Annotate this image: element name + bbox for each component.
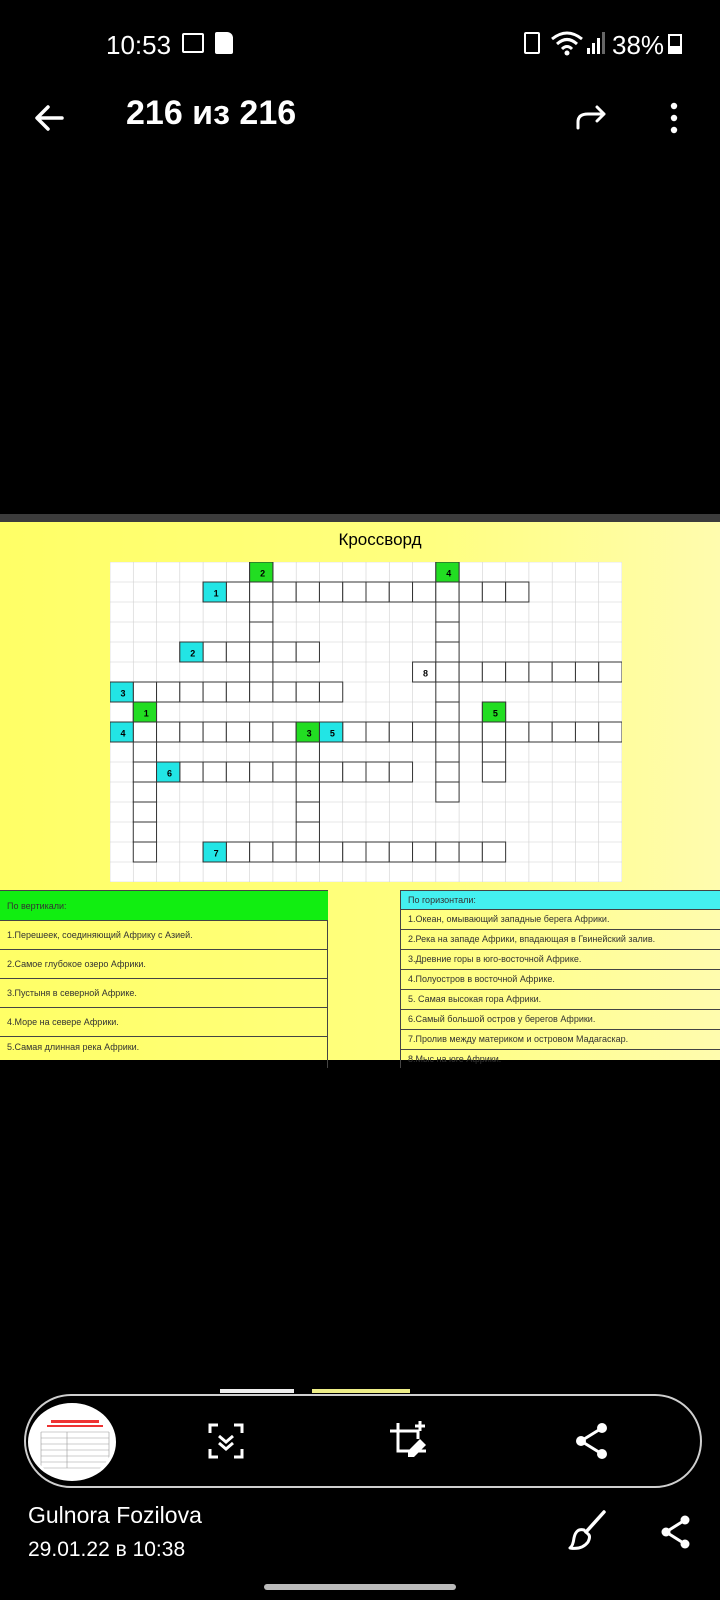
grid-cell	[273, 842, 296, 862]
cell-number: 2	[260, 568, 266, 579]
grid-cell	[296, 682, 319, 702]
grid-cell	[250, 682, 273, 702]
wifi-icon	[550, 30, 584, 56]
photo-view[interactable]	[0, 514, 720, 1064]
grid-cell	[133, 722, 156, 742]
grid-cell	[413, 842, 436, 862]
status-bar	[0, 0, 720, 88]
grid-cell	[250, 722, 273, 742]
cell-number: 5	[329, 728, 335, 739]
vertical-clues-table	[0, 890, 328, 1068]
grid-cell	[482, 722, 505, 742]
grid-cell	[226, 722, 249, 742]
grid-cell	[482, 762, 505, 782]
grid-cell	[459, 582, 482, 602]
home-indicator[interactable]	[264, 1584, 456, 1590]
thumbnail-indicator	[220, 1389, 294, 1393]
grid-cell	[296, 642, 319, 662]
grid-cell	[319, 762, 342, 782]
grid-cell	[133, 782, 156, 802]
cell-number: 8	[423, 668, 429, 679]
grid-cell	[575, 722, 598, 742]
gallery-icon	[182, 33, 204, 53]
grid-cell	[366, 842, 389, 862]
cell-number: 1	[213, 588, 219, 599]
grid-cell	[133, 822, 156, 842]
cell-number: 4	[120, 728, 126, 739]
grid-cell	[389, 722, 412, 742]
grid-cell	[296, 762, 319, 782]
cell-number: 6	[167, 768, 173, 779]
sd-card-icon	[215, 32, 233, 54]
grid-cell	[436, 622, 459, 642]
scan-icon[interactable]	[204, 1419, 248, 1463]
grid-cell	[413, 582, 436, 602]
grid-cell	[250, 582, 273, 602]
grid-cell	[133, 682, 156, 702]
grid-cell	[552, 722, 575, 742]
grid-cell	[343, 722, 366, 742]
signal-icon	[586, 30, 606, 56]
grid-cell	[599, 722, 622, 742]
grid-cell	[226, 642, 249, 662]
vertical-clue: 2.Самое глубокое озеро Африки.	[0, 949, 328, 977]
grid-cell	[250, 662, 273, 682]
grid-cell	[296, 822, 319, 842]
grid-cell	[157, 722, 180, 742]
grid-cell	[366, 762, 389, 782]
grid-cell	[296, 802, 319, 822]
page-counter-title: 216 из 216	[126, 94, 297, 132]
grid-cell	[203, 642, 226, 662]
grid-cell	[389, 762, 412, 782]
grid-cell	[157, 682, 180, 702]
grid-cell	[250, 842, 273, 862]
cell-number: 4	[446, 568, 452, 579]
edit-crop-icon[interactable]	[386, 1419, 430, 1463]
grid-cell	[133, 762, 156, 782]
grid-cell	[250, 762, 273, 782]
grid-cell	[203, 682, 226, 702]
grid-cell	[250, 622, 273, 642]
grid-cell	[436, 662, 459, 682]
cell-number: 2	[190, 648, 196, 659]
horizontal-clue: 5. Самая высокая гора Африки.	[401, 989, 720, 1008]
author-name: Gulnora Fozilova	[28, 1502, 202, 1528]
cell-number: 3	[306, 728, 312, 739]
grid-cell	[506, 722, 529, 742]
grid-cell	[319, 582, 342, 602]
horizontal-clue: 8.Мыс на юге Африки.	[401, 1049, 720, 1068]
grid-cell	[226, 842, 249, 862]
grid-cell	[319, 842, 342, 862]
grid-cell	[506, 582, 529, 602]
grid-cell	[296, 782, 319, 802]
grid-cell	[482, 662, 505, 682]
grid-cell	[436, 722, 459, 742]
battery-saver-icon	[524, 32, 540, 54]
grid-cell	[343, 842, 366, 862]
grid-cell	[482, 742, 505, 762]
grid-cell	[250, 602, 273, 622]
horizontal-clue: 7.Пролив между материком и островом Мадагаскар.	[401, 1029, 720, 1048]
vertical-clue: 3.Пустыня в северной Африке.	[0, 978, 328, 1006]
share-icon[interactable]	[656, 1512, 696, 1552]
more-vert-icon[interactable]	[660, 96, 688, 140]
grid-cell	[226, 582, 249, 602]
battery-percent: 38%	[612, 30, 665, 60]
app-bar	[0, 88, 720, 148]
grid-cell	[413, 722, 436, 742]
horizontal-clue: 2.Река на западе Африки, впадающая в Гвинейский залив.	[401, 929, 720, 948]
grid-cell	[133, 842, 156, 862]
grid-cell	[436, 762, 459, 782]
horizontal-clue: 6.Самый большой остров у берегов Африки.	[401, 1009, 720, 1028]
grid-cell	[506, 662, 529, 682]
grid-cell	[436, 602, 459, 622]
grid-cell	[203, 762, 226, 782]
grid-cell	[343, 762, 366, 782]
grid-cell	[389, 842, 412, 862]
forward-share-icon[interactable]	[570, 96, 614, 140]
grid-cell	[366, 722, 389, 742]
vertical-clue: 4.Море на севере Африки.	[0, 1007, 328, 1035]
grid-cell	[273, 682, 296, 702]
vertical-clues-header: По вертикали:	[0, 890, 328, 920]
horizontal-clues-table	[400, 890, 720, 1068]
grid-cell	[366, 582, 389, 602]
thumbnail-indicator	[312, 1389, 410, 1393]
grid-cell	[296, 742, 319, 762]
grid-cell	[273, 642, 296, 662]
grid-cell	[180, 682, 203, 702]
grid-cell	[133, 742, 156, 762]
grid-cell	[436, 842, 459, 862]
grid-cell	[599, 662, 622, 682]
status-time: 10:53	[106, 30, 172, 60]
grid-cell	[575, 662, 598, 682]
thumbnail-image	[39, 1418, 111, 1472]
grid-cell	[180, 762, 203, 782]
back-arrow-icon[interactable]	[28, 96, 72, 140]
cell-number: 1	[143, 708, 149, 719]
battery-icon	[668, 34, 682, 54]
grid-cell	[296, 582, 319, 602]
grid-cell	[203, 722, 226, 742]
grid-cell	[482, 582, 505, 602]
grid-cell	[273, 762, 296, 782]
cell-number: 3	[120, 688, 126, 699]
grid-cell	[459, 722, 482, 742]
horizontal-clue: 3.Древние горы в юго-восточной Африке.	[401, 949, 720, 968]
grid-cell	[436, 782, 459, 802]
grid-cell	[250, 642, 273, 662]
grid-cell	[482, 842, 505, 862]
grid-cell	[436, 742, 459, 762]
crossword-grid-svg	[110, 562, 622, 882]
grid-cell	[319, 682, 342, 702]
thumbnail-preview[interactable]	[28, 1403, 116, 1481]
horizontal-clues-header: По горизонтали:	[401, 890, 720, 909]
grid-cell	[273, 722, 296, 742]
grid-cell	[273, 582, 296, 602]
brush-icon[interactable]	[566, 1508, 610, 1552]
grid-cell	[436, 682, 459, 702]
vertical-clue: 1.Перешеек, соединяющий Африку с Азией.	[0, 920, 328, 948]
grid-cell	[552, 662, 575, 682]
crossword-title: Кроссворд	[338, 530, 422, 549]
share-icon[interactable]	[570, 1419, 614, 1463]
grid-cell	[459, 662, 482, 682]
vertical-clue: 5.Самая длинная река Африки.	[0, 1036, 328, 1056]
grid-cell	[529, 722, 552, 742]
grid-cell	[296, 842, 319, 862]
cell-number: 7	[213, 848, 219, 859]
grid-cell	[343, 582, 366, 602]
grid-cell	[226, 762, 249, 782]
grid-cell	[459, 842, 482, 862]
crossword-grid	[110, 562, 622, 882]
horizontal-clue: 1.Океан, омывающий западные берега Африки.	[401, 909, 720, 928]
grid-cell	[389, 582, 412, 602]
grid-cell	[529, 662, 552, 682]
grid-cell	[436, 582, 459, 602]
grid-cell	[436, 642, 459, 662]
photo-date: 29.01.22 в 10:38	[28, 1538, 186, 1561]
grid-cell	[133, 802, 156, 822]
grid-cell	[226, 682, 249, 702]
cell-number: 5	[492, 708, 498, 719]
grid-cell	[436, 702, 459, 722]
horizontal-clue: 4.Полуостров в восточной Африке.	[401, 969, 720, 988]
grid-cell	[180, 722, 203, 742]
